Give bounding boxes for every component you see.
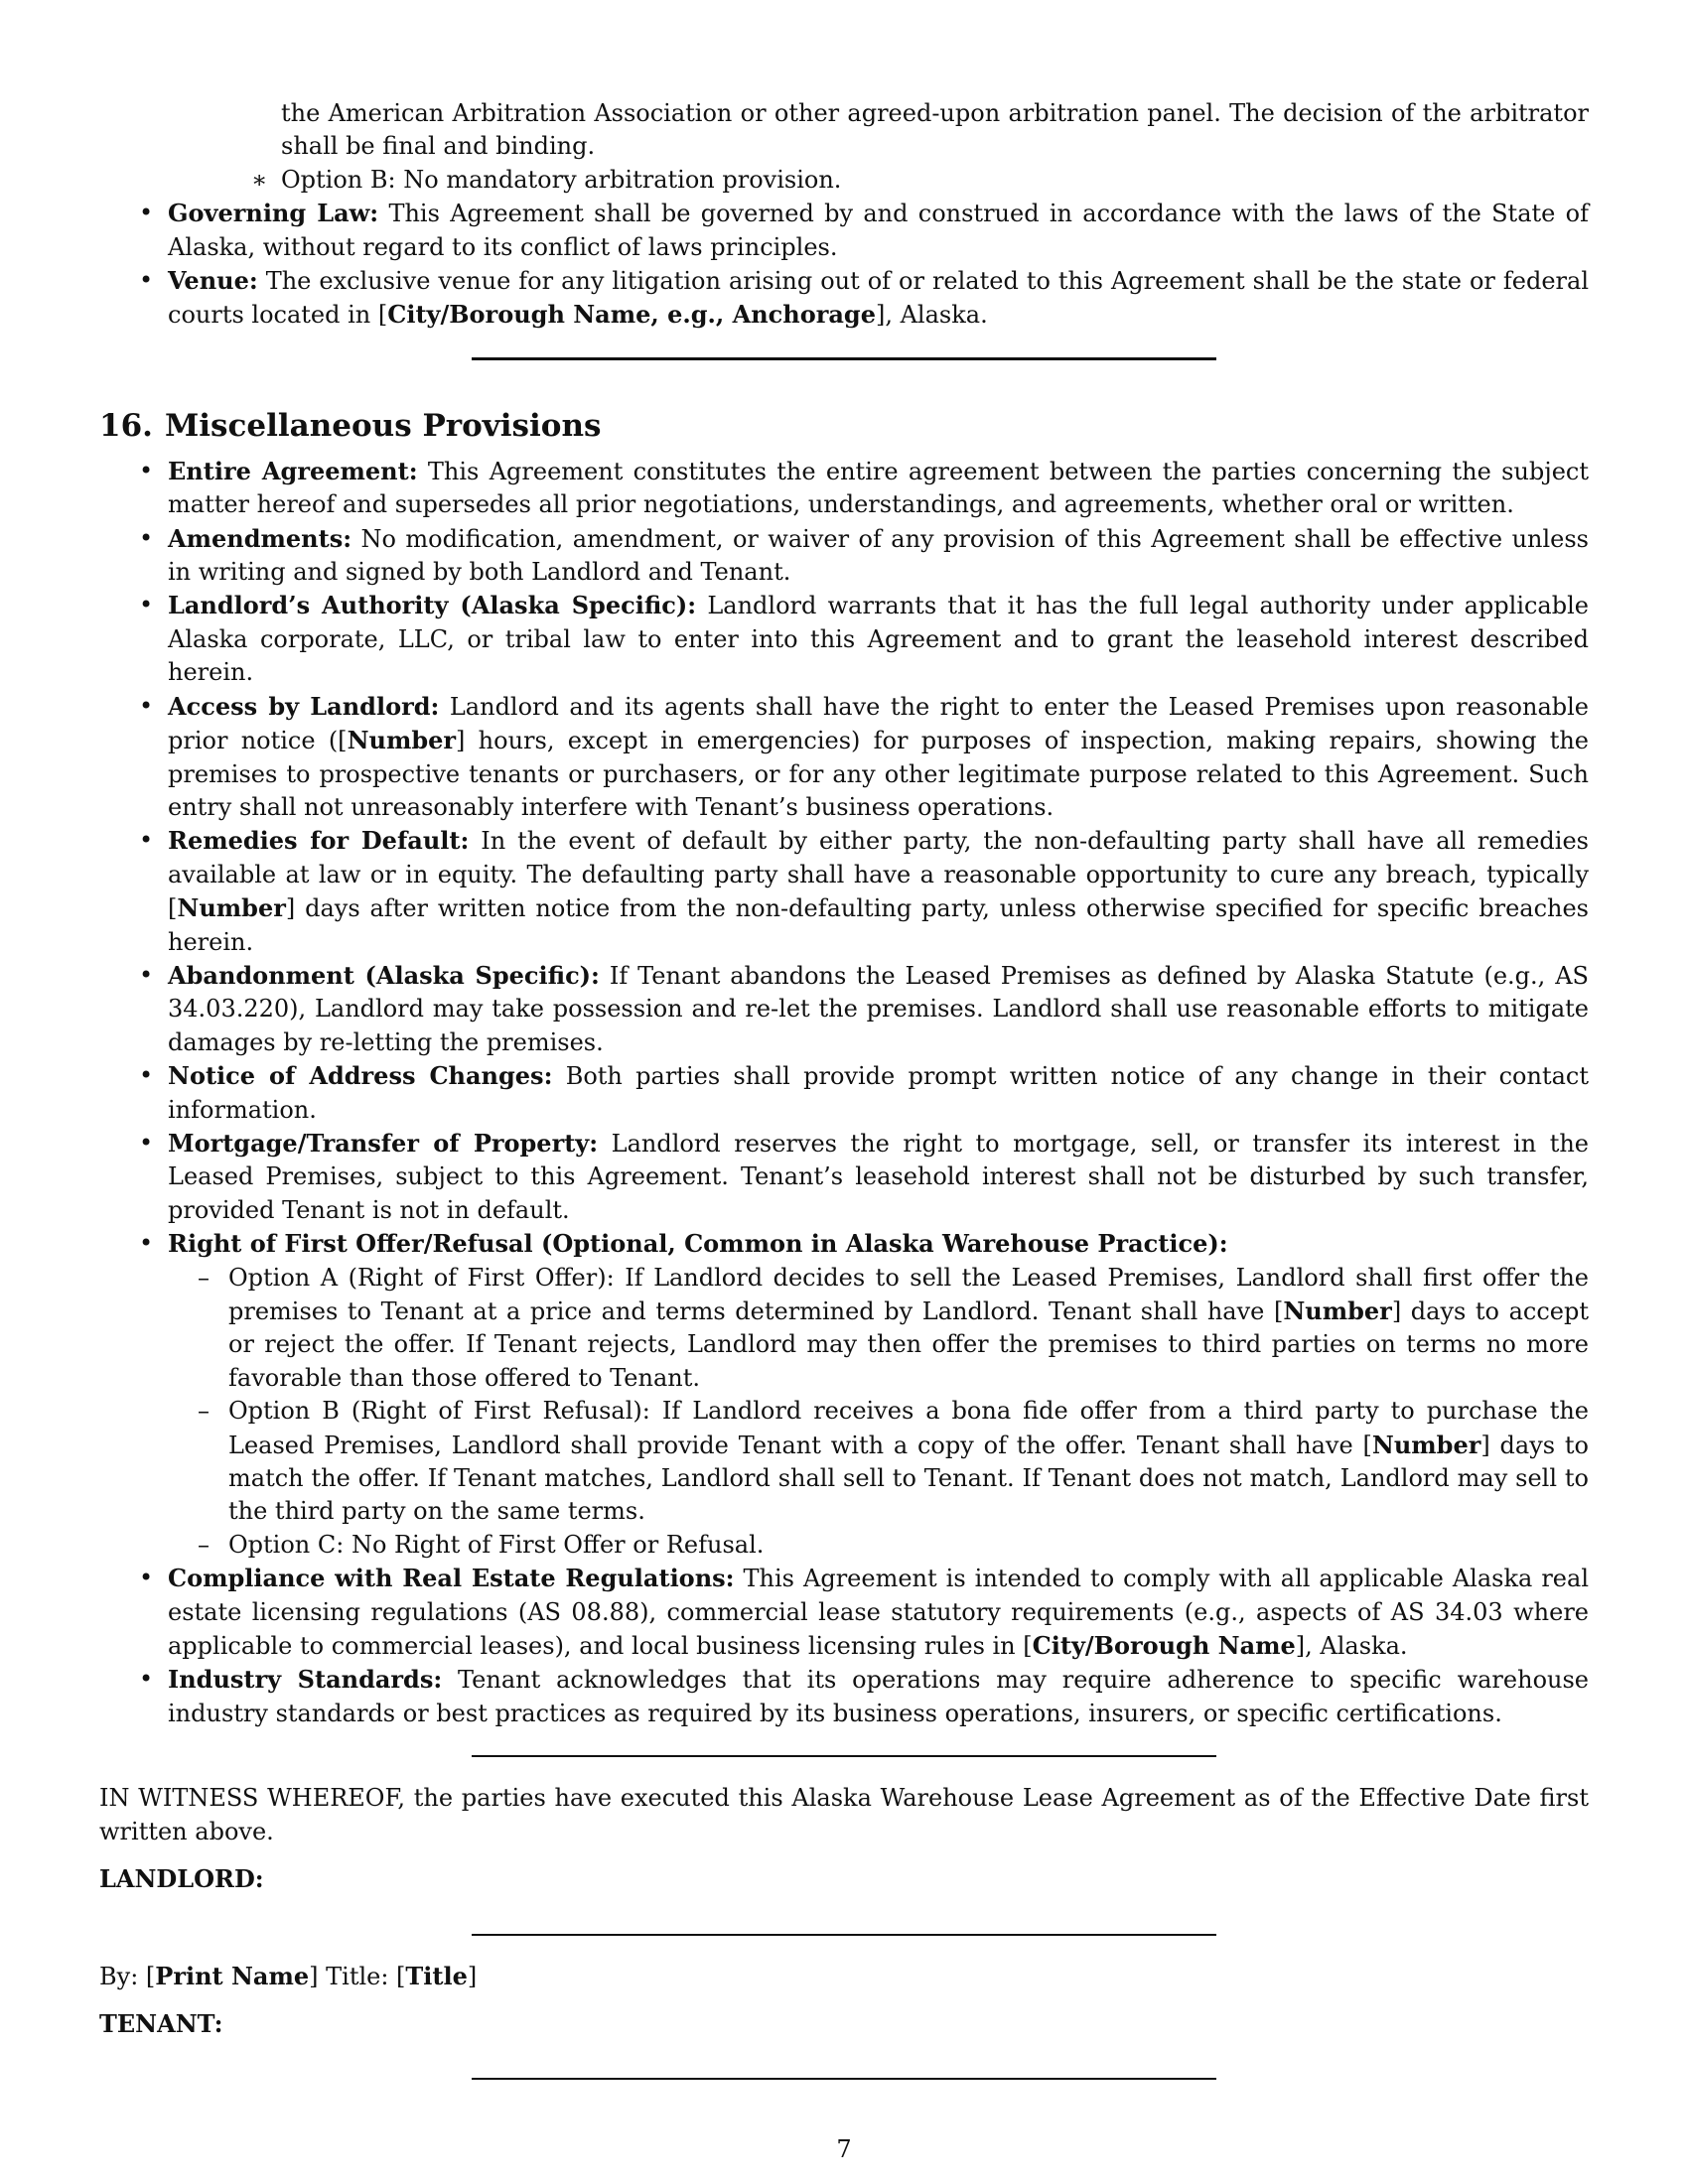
option-text: ] days to match the offer. If Tenant matches, Landlord shall sell to Tenant. If Tenant does not match, Landlord may sell to the third party on the same terms. bbox=[228, 1431, 1589, 1526]
landlord-signature-line bbox=[472, 1934, 1216, 1936]
item-text: If Tenant abandons the Leased Premises as defined by Alaska Statute (e.g., AS 34.03.220), Landlord may take possession and re-let the premises. Landlord shall use reasonable efforts to mitigate damages by re-letting the premises. bbox=[168, 961, 1589, 1056]
option-text: Option C: No Right of First Offer or Refusal. bbox=[228, 1530, 765, 1559]
list-item bbox=[99, 959, 1589, 1059]
list-item bbox=[99, 1059, 1589, 1127]
intro-bullets bbox=[99, 197, 1589, 333]
item-term: Remedies for Default: bbox=[168, 826, 470, 856]
witness-statement: IN WITNESS WHEREOF, the parties have executed this Alaska Warehouse Lease Agreement as of the Effective Date first written above. bbox=[99, 1784, 1589, 1845]
sub-list-item bbox=[168, 1262, 1589, 1396]
item-term: Right of First Offer/Refusal (Optional, Common in Alaska Warehouse Practice): bbox=[168, 1229, 1228, 1259]
arbitration-option-b bbox=[251, 164, 1589, 197]
item-term: Amendments: bbox=[168, 523, 352, 553]
dash-marker: – bbox=[198, 1397, 210, 1426]
bullet-icon: • bbox=[139, 523, 154, 552]
item-text: This Agreement constitutes the entire agreement between the parties concerning the subject matter hereof and supersedes all prior negotiations, understandings, and agreements, whether oral or written. bbox=[168, 457, 1590, 519]
item-term: Mortgage/Transfer of Property: bbox=[168, 1128, 599, 1158]
list-item bbox=[99, 455, 1589, 522]
item-text: Tenant acknowledges that its operations may require adherence to specific warehouse industry standards or best practices as required by its business operations, insurers, or specific certifications. bbox=[168, 1666, 1589, 1727]
item-term: Compliance with Real Estate Regulations: bbox=[168, 1564, 735, 1593]
item-text: This Agreement is intended to comply with all applicable Alaska real estate licensing regulations (AS 08.88), commercial lease statutory requirements (e.g., aspects of AS 34.03 where applicable to commercial leases), and local business licensing rules in [ bbox=[168, 1565, 1589, 1661]
item-text: ], Alaska. bbox=[1295, 1632, 1408, 1661]
option-text: Option A (Right of First Offer): If Landlord decides to sell the Leased Premises, Landlord shall first offer the premises to Tenant at a price and terms determined by Landlord. Tenant shall have [ bbox=[228, 1263, 1589, 1325]
arbitration-continuation: the American Arbitration Association or other agreed-upon arbitration panel. The decision of the arbitrator shall be final and binding. bbox=[281, 99, 1589, 161]
item-text: Landlord and its agents shall have the right to enter the Leased Premises upon reasonable prior notice ([ bbox=[168, 692, 1589, 755]
section-heading bbox=[99, 406, 1589, 446]
by-label: By: [ bbox=[99, 1962, 156, 1990]
item-term: Entire Agreement: bbox=[168, 456, 418, 485]
list-item bbox=[99, 589, 1589, 689]
list-item bbox=[99, 690, 1589, 825]
option-b-text: Option B: No mandatory arbitration provision. bbox=[281, 165, 842, 194]
list-item bbox=[99, 1663, 1589, 1730]
closing-bracket: ] bbox=[467, 1962, 478, 1990]
bullet-icon: • bbox=[139, 591, 154, 619]
page-number: 7 bbox=[836, 2135, 852, 2163]
list-item bbox=[99, 1127, 1589, 1227]
bullet-icon: • bbox=[139, 691, 154, 720]
item-text: ] hours, except in emergencies) for purposes of inspection, making repairs, showing the premises to prospective tenants or purchasers, or for any other legitimate purpose related to this Agreement. Such entry shall not unreasonably interfere with Tenant’s business operations. bbox=[168, 727, 1589, 821]
item-text: Both parties shall provide prompt written notice of any change in their contact information. bbox=[168, 1062, 1589, 1124]
bullet-icon: • bbox=[139, 1564, 154, 1592]
right-of-first-item bbox=[99, 1227, 1589, 1562]
bullet-icon: • bbox=[139, 1128, 154, 1157]
print-name-placeholder: Print Name bbox=[155, 1961, 310, 1990]
item-text: Landlord reserves the right to mortgage, sell, or transfer its interest in the Leased Premises, subject to this Agreement. Tenant’s leasehold interest shall not be disturbed by such transfer, provided Tenant is not in default. bbox=[168, 1129, 1589, 1224]
item-text: Landlord warrants that it has the full legal authority under applicable Alaska corporate, LLC, or tribal law to enter into this Agreement and to grant the leasehold interest described herein. bbox=[168, 592, 1589, 687]
dash-marker: – bbox=[198, 1530, 210, 1559]
list-item bbox=[99, 1562, 1589, 1663]
venue-item bbox=[99, 264, 1589, 333]
misc-provisions-list bbox=[99, 455, 1589, 1730]
placeholder-field: Number bbox=[1283, 1297, 1392, 1325]
bullet-icon: • bbox=[139, 1229, 154, 1258]
bullet-icon: • bbox=[139, 1665, 154, 1694]
tenant-signature-line bbox=[472, 2078, 1216, 2080]
dash-marker: – bbox=[198, 1263, 210, 1292]
page-content bbox=[99, 97, 1589, 2080]
item-term: Notice of Address Changes: bbox=[168, 1061, 553, 1091]
item-text: No modification, amendment, or waiver of any provision of this Agreement shall be effective unless in writing and signed by both Landlord and Tenant. bbox=[168, 524, 1589, 587]
item-text: ], Alaska. bbox=[875, 301, 988, 330]
tenant-label: TENANT: bbox=[99, 2008, 223, 2038]
list-item bbox=[99, 824, 1589, 959]
bullet-icon: • bbox=[139, 266, 154, 295]
option-text: Option B (Right of First Refusal): If Landlord receives a bona fide offer from a third party to purchase the Leased Premises, Landlord shall provide Tenant with a copy of the offer. Tenant shall have [ bbox=[228, 1397, 1589, 1459]
item-term: Landlord’s Authority (Alaska Specific): bbox=[168, 591, 697, 620]
placeholder-field: Number bbox=[347, 726, 457, 755]
item-term: Access by Landlord: bbox=[168, 691, 440, 721]
section-title: Miscellaneous Provisions bbox=[164, 407, 602, 444]
placeholder-field: Number bbox=[1371, 1430, 1481, 1459]
item-text: This Agreement shall be governed by and construed in accordance with the laws of the State of Alaska, without regard to its conflict of laws principles. bbox=[168, 200, 1589, 261]
placeholder-field: City/Borough Name bbox=[1032, 1631, 1296, 1661]
option-text: ] days to accept or reject the offer. If Tenant rejects, Landlord may then offer the premises to third parties on terms no more favorable than those offered to Tenant. bbox=[228, 1297, 1589, 1392]
landlord-label: LANDLORD: bbox=[99, 1864, 264, 1894]
landlord-by-line bbox=[99, 1960, 1589, 1993]
item-term: Industry Standards: bbox=[168, 1665, 443, 1695]
item-text: The exclusive venue for any litigation arising out of or related to this Agreement shall be the state or federal courts located in [ bbox=[168, 267, 1589, 330]
sub-list-item bbox=[168, 1395, 1589, 1529]
item-term: Venue: bbox=[168, 266, 258, 296]
bullet-icon: • bbox=[139, 1061, 154, 1090]
placeholder-field: Number bbox=[177, 893, 286, 923]
item-text: ] days after written notice from the non-defaulting party, unless otherwise specified for specific breaches herein. bbox=[168, 894, 1589, 956]
right-of-first-options bbox=[168, 1262, 1589, 1563]
list-item bbox=[99, 522, 1589, 590]
title-label: ] Title: [ bbox=[309, 1962, 406, 1990]
bullet-icon: • bbox=[139, 456, 154, 484]
placeholder-field: City/Borough Name, e.g., Anchorage bbox=[387, 300, 876, 330]
bullet-icon: • bbox=[139, 199, 154, 227]
item-text: In the event of default by either party, the non-defaulting party shall have all remedies available at law or in equity. The defaulting party shall have a reasonable opportunity to cure any breach, typically [ bbox=[168, 827, 1589, 923]
bullet-icon: • bbox=[139, 826, 154, 855]
bullet-icon: • bbox=[139, 960, 154, 989]
section-number: 16. bbox=[99, 407, 153, 444]
governing-law-item bbox=[99, 197, 1589, 264]
section-divider bbox=[472, 357, 1216, 360]
section-divider bbox=[472, 1755, 1216, 1757]
item-term: Abandonment (Alaska Specific): bbox=[168, 960, 600, 990]
sub-list-item bbox=[168, 1529, 1589, 1562]
title-placeholder: Title bbox=[405, 1961, 468, 1990]
asterisk-marker: ∗ bbox=[251, 165, 268, 194]
item-term: Governing Law: bbox=[168, 199, 379, 228]
